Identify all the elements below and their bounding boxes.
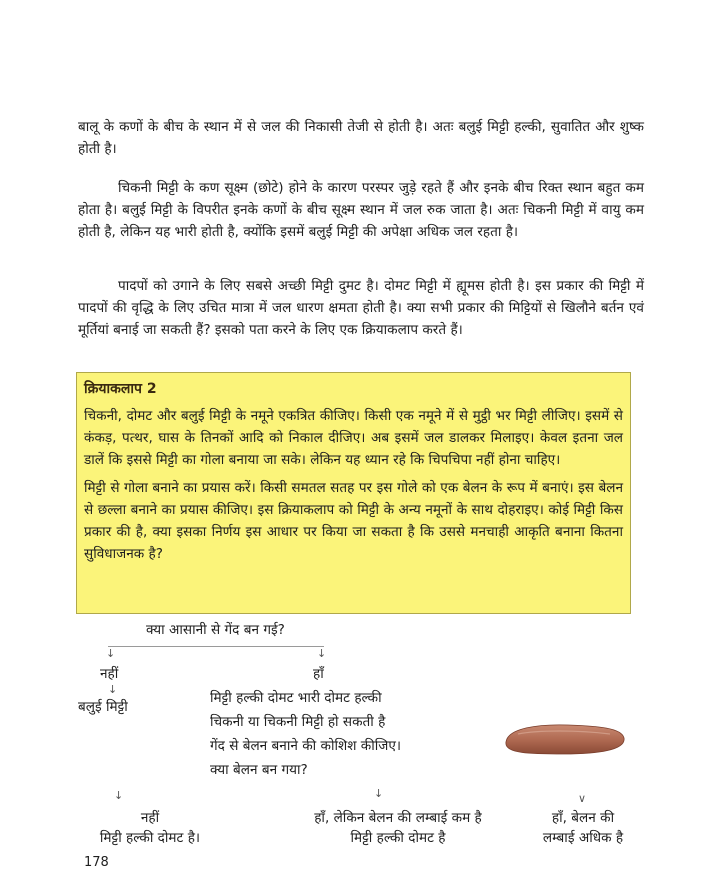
arrow-down-icon: ↓ (317, 647, 327, 660)
page-number: 178 (84, 855, 109, 870)
flowchart-yes-line-1: मिट्टी हल्की दोमट भारी दोमट हल्की (210, 690, 382, 706)
flowchart-cylinder-long-label: हाँ, बेलन की (551, 810, 615, 826)
activity-paragraph-1: चिकनी, दोमट और बलुई मिट्टी के नमूने एकत्रित कीजिए। किसी एक नमूने में से मुट्ठी भर मिट्टी लीजिए। इसमें से कंकड़, पत्थर, घास के तिनकों आदि को निकाल दीजिए। अब इसमें जल डालकर मिलाइए। केवल इतना जल डालें कि इससे मिट्टी का गोला बनाया जा सके। लेकिन यह ध्यान रहे कि चिपचिपा नहीं होना चाहिए। (84, 408, 623, 468)
flowchart-cylinder-no-label: नहीं (140, 810, 160, 826)
activity-title: क्रियाकलाप 2 (84, 381, 157, 397)
flowchart-cylinder-short-label: हाँ, लेकिन बेलन की लम्बाई कम है (314, 810, 482, 826)
flowchart-cylinder-short (283, 808, 513, 848)
paragraph-clay-soil: चिकनी मिट्टी के कण सूक्ष्म (छोटे) होने के कारण परस्पर जुड़े रहते हैं और इनके बीच रिक्त स्थान बहुत कम होता है। बलुई मिट्टी के विपरीत इनके कणों के बीच सूक्ष्म स्थान में जल रुक जाता है। अतः चिकनी मिट्टी में वायु कम होती है, लेकिन यह भारी होती है, क्योंकि इसमें बलुई मिट्टी की अपेक्षा अधिक जल रहता है। (78, 180, 644, 240)
flowchart-sandy-soil: बलुई मिट्टी (78, 699, 128, 715)
activity-box (76, 372, 631, 614)
arrow-down-icon: ↓ (106, 647, 116, 660)
flowchart-cylinder-long (523, 808, 643, 848)
flowchart-branch-line (108, 646, 324, 647)
arrow-down-icon: ↓ (374, 787, 384, 800)
flowchart-cylinder-no (80, 808, 220, 848)
flowchart-yes-line-4: क्या बेलन बन गया? (210, 762, 308, 778)
flowchart-question-ball: क्या आसानी से गेंद बन गई? (146, 622, 285, 638)
flowchart-cylinder-no-result: मिट्टी हल्की दोमट है। (99, 830, 201, 846)
arrow-down-icon: ∨ (578, 792, 587, 805)
arrow-down-icon: ↓ (108, 683, 118, 696)
paragraph-sand-drainage: बालू के कणों के बीच के स्थान में से जल की निकासी तेजी से होती है। अतः बलुई मिट्टी हल्की, सुवातित और शुष्क होती है। (78, 119, 644, 157)
activity-paragraph-2: मिट्टी से गोला बनाने का प्रयास करें। किसी समतल सतह पर इस गोले को एक बेलन के रूप में बनाएं। इस बेलन से छल्ला बनाने का प्रयास कीजिए। इस क्रियाकलाप को मिट्टी के अन्य नमूनों के साथ दोहराइए। कोई मिट्टी किस प्रकार की है, क्या इसका निर्णय इस आधार पर किया जा सकता है कि उससे मनचाही आकृति बनाना कितना सुविधाजनक है? (84, 480, 623, 562)
flowchart-answer-yes: हाँ (313, 666, 324, 682)
flowchart-yes-line-3: गेंद से बेलन बनाने की कोशिश कीजिए। (210, 738, 402, 754)
paragraph-loam-soil: पादपों को उगाने के लिए सबसे अच्छी मिट्टी दुमट है। दोमट मिट्टी में ह्यूमस होती है। इस प्रकार की मिट्टी में पादपों की वृद्धि के लिए उचित मात्रा में जल धारण क्षमता होती है। क्या सभी प्रकार की मिट्टियों से खिलौने बर्तन एवं मूर्तियां बनाई जा सकती हैं? इसको पता करने के लिए एक क्रियाकलाप करते हैं। (78, 278, 644, 338)
arrow-down-icon: ↓ (114, 789, 124, 802)
flowchart-yes-line-2: चिकनी या चिकनी मिट्टी हो सकती है (210, 714, 386, 730)
flowchart-yes-block (210, 686, 490, 782)
clay-roll-image (498, 718, 628, 760)
flowchart-cylinder-short-result: मिट्टी हल्की दोमट है (350, 830, 446, 846)
flowchart-cylinder-long-result: लम्बाई अधिक है (542, 830, 624, 846)
flowchart-answer-no: नहीं (100, 666, 119, 682)
